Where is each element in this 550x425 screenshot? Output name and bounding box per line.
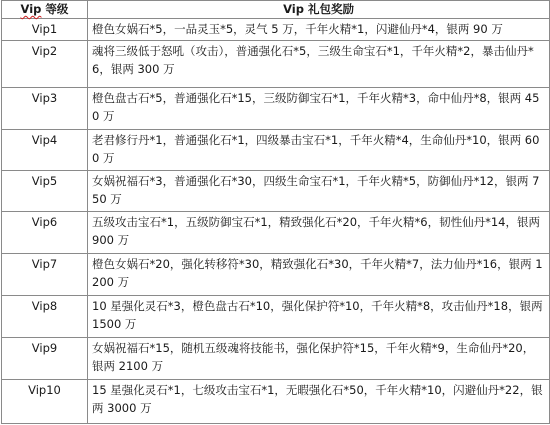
vip-level-cell: Vip7 (2, 254, 88, 296)
vip-reward-cell: 女娲祝福石*3，普通强化石*30，四级生命宝石*1，千年火精*5，防御仙丹*12，银两 750 万 (88, 171, 550, 212)
vip-level-cell: Vip6 (2, 212, 88, 254)
table-row (2, 296, 550, 338)
vip-reward-cell: 橙色女娲石*20，强化转移符*30，精致强化石*30，千年火精*7，法力仙丹*16，银两 1200 万 (88, 254, 550, 296)
vip-reward-cell: 15 星强化灵石*1，七级攻击宝石*1，无暇强化石*50，千年火精*10，闪避仙丹*22，银两 3000 万 (88, 380, 550, 424)
vip-reward-column-header: Vip 礼包奖励 (88, 1, 550, 19)
table-header-row (2, 1, 550, 19)
vip-level-cell: Vip8 (2, 296, 88, 338)
table-row (2, 171, 550, 212)
vip-level-cell: Vip2 (2, 41, 88, 88)
vip-reward-table (1, 0, 550, 424)
vip-level-cell: Vip1 (2, 19, 88, 41)
vip-level-cell: Vip4 (2, 130, 88, 171)
vip-reward-cell: 老君修行丹*1，普通强化石*1，四级暴击宝石*1，千年火精*4，生命仙丹*10，银两 600 万 (88, 130, 550, 171)
vip-reward-cell: 五级攻击宝石*1，五级防御宝石*1，精致强化石*20，千年火精*6，韧性仙丹*14，银两 900 万 (88, 212, 550, 254)
vip-level-cell: Vip9 (2, 338, 88, 380)
vip-reward-cell: 橙色女娲石*5，一品灵玉*5，灵气 5 万，千年火精*1，闪避仙丹*4，银两 90 万 (88, 19, 550, 41)
vip-reward-cell: 魂将三级低于怒吼（攻击），普通强化石*5，三级生命宝石*1，千年火精*2，暴击仙丹*6，银两 300 万 (88, 41, 550, 88)
table-row (2, 41, 550, 88)
vip-level-cell: Vip10 (2, 380, 88, 424)
vip-level-column-header (2, 1, 88, 19)
vip-level-cell: Vip3 (2, 88, 88, 130)
vip-level-header-prefix: Vip (20, 2, 42, 16)
vip-reward-cell: 橙色盘古石*5，普通强化石*15，三级防御宝石*1，千年火精*3，命中仙丹*8，银两 450 万 (88, 88, 550, 130)
vip-reward-cell: 10 星强化灵石*3，橙色盘古石*10，强化保护符*10，千年火精*8，攻击仙丹*18，银两 1500 万 (88, 296, 550, 338)
table-row (2, 380, 550, 424)
table-row (2, 130, 550, 171)
table-row (2, 338, 550, 380)
table-row (2, 88, 550, 130)
table-row (2, 19, 550, 41)
table-row (2, 212, 550, 254)
vip-reward-table-container (1, 0, 549, 424)
vip-reward-cell: 女娲祝福石*15，随机五级魂将技能书，强化保护符*15，千年火精*9，生命仙丹*20，银两 2100 万 (88, 338, 550, 380)
vip-level-header-suffix: 等级 (41, 2, 69, 16)
vip-level-cell: Vip5 (2, 171, 88, 212)
table-row (2, 254, 550, 296)
